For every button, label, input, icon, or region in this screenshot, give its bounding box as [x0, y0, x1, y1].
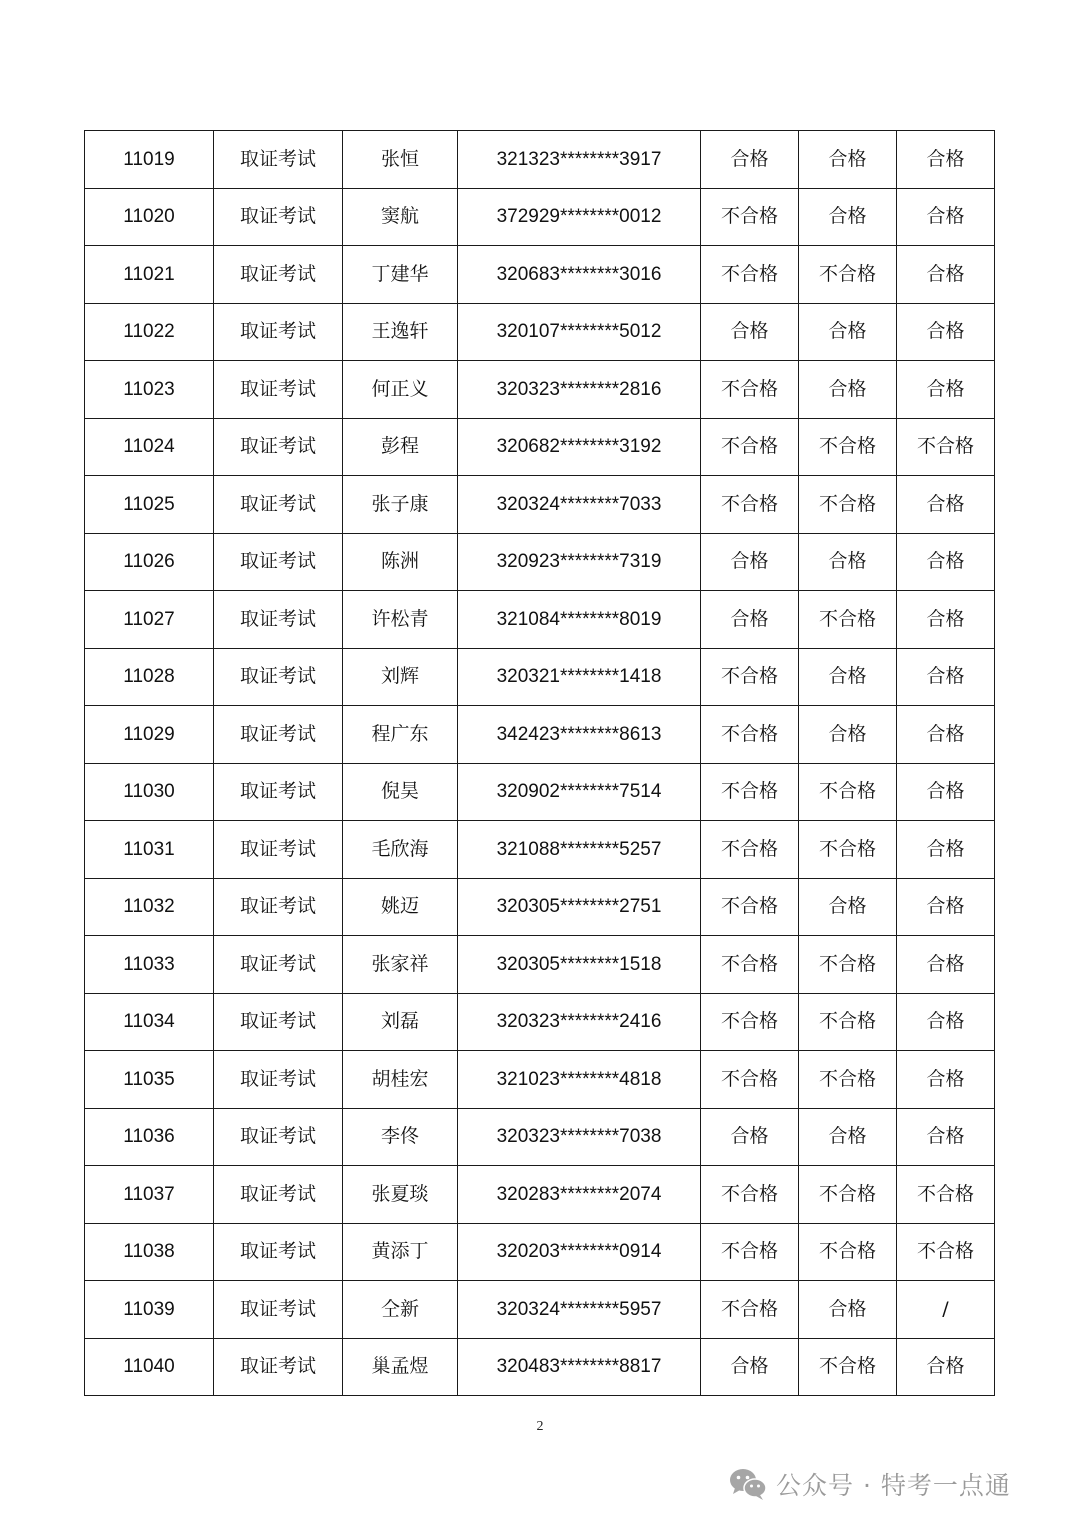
cell-result-3: 合格: [897, 763, 995, 821]
cell-result-2: 合格: [799, 361, 897, 419]
cell-id-number: 320483********8817: [458, 1338, 701, 1396]
cell-result-3: 不合格: [897, 1223, 995, 1281]
cell-result-1: 不合格: [701, 821, 799, 879]
cell-id-number: 321023********4818: [458, 1051, 701, 1109]
cell-candidate-name: 李佟: [343, 1108, 458, 1166]
cell-id-number: 321088********5257: [458, 821, 701, 879]
table-row: [85, 648, 995, 706]
results-table: [84, 130, 995, 1396]
cell-candidate-name: 胡桂宏: [343, 1051, 458, 1109]
cell-result-2: 合格: [799, 303, 897, 361]
table-row: [85, 1108, 995, 1166]
cell-id-number: 320305********2751: [458, 878, 701, 936]
cell-result-3: 合格: [897, 246, 995, 304]
cell-result-3: 合格: [897, 706, 995, 764]
cell-result-1: 不合格: [701, 1281, 799, 1339]
table-row: [85, 821, 995, 879]
cell-candidate-name: 黄添丁: [343, 1223, 458, 1281]
cell-result-1: 不合格: [701, 936, 799, 994]
cell-exam-type: 取证考试: [214, 706, 343, 764]
table-row: [85, 476, 995, 534]
cell-exam-number: 11022: [85, 303, 214, 361]
cell-id-number: 320902********7514: [458, 763, 701, 821]
table-row: [85, 591, 995, 649]
cell-result-2: 不合格: [799, 763, 897, 821]
cell-exam-type: 取证考试: [214, 476, 343, 534]
cell-candidate-name: 丁建华: [343, 246, 458, 304]
table-row: [85, 706, 995, 764]
cell-exam-type: 取证考试: [214, 936, 343, 994]
cell-exam-number: 11039: [85, 1281, 214, 1339]
cell-exam-type: 取证考试: [214, 648, 343, 706]
watermark-text: 公众号 · 特考一点通: [776, 1471, 1011, 1500]
cell-result-2: 合格: [799, 706, 897, 764]
cell-exam-number: 11029: [85, 706, 214, 764]
cell-result-2: 不合格: [799, 936, 897, 994]
cell-exam-type: 取证考试: [214, 131, 343, 189]
cell-result-3: 合格: [897, 1338, 995, 1396]
cell-exam-type: 取证考试: [214, 878, 343, 936]
cell-id-number: 320323********2416: [458, 993, 701, 1051]
cell-result-1: 不合格: [701, 188, 799, 246]
cell-result-1: 不合格: [701, 1166, 799, 1224]
cell-exam-type: 取证考试: [214, 1281, 343, 1339]
cell-result-1: 不合格: [701, 706, 799, 764]
cell-candidate-name: 彭程: [343, 418, 458, 476]
cell-exam-number: 11040: [85, 1338, 214, 1396]
cell-id-number: 320107********5012: [458, 303, 701, 361]
cell-result-3: 不合格: [897, 418, 995, 476]
cell-candidate-name: 陈洲: [343, 533, 458, 591]
cell-candidate-name: 何正义: [343, 361, 458, 419]
cell-result-3: /: [897, 1281, 995, 1339]
cell-exam-number: 11028: [85, 648, 214, 706]
cell-id-number: 320321********1418: [458, 648, 701, 706]
cell-exam-type: 取证考试: [214, 1108, 343, 1166]
cell-result-2: 不合格: [799, 993, 897, 1051]
table-row: [85, 1338, 995, 1396]
cell-candidate-name: 张子康: [343, 476, 458, 534]
cell-exam-type: 取证考试: [214, 1051, 343, 1109]
cell-id-number: 321323********3917: [458, 131, 701, 189]
cell-exam-number: 11025: [85, 476, 214, 534]
cell-result-1: 不合格: [701, 1051, 799, 1109]
cell-candidate-name: 刘磊: [343, 993, 458, 1051]
cell-candidate-name: 刘辉: [343, 648, 458, 706]
cell-candidate-name: 许松青: [343, 591, 458, 649]
cell-result-1: 合格: [701, 303, 799, 361]
table-row: [85, 188, 995, 246]
table-row: [85, 1051, 995, 1109]
page-number: 2: [536, 1419, 544, 1434]
cell-exam-number: 11020: [85, 188, 214, 246]
cell-result-3: 合格: [897, 188, 995, 246]
table-row: [85, 131, 995, 189]
cell-id-number: 320683********3016: [458, 246, 701, 304]
cell-candidate-name: 张家祥: [343, 936, 458, 994]
cell-id-number: 320323********7038: [458, 1108, 701, 1166]
cell-result-2: 不合格: [799, 821, 897, 879]
cell-result-3: 合格: [897, 591, 995, 649]
table-row: [85, 303, 995, 361]
cell-id-number: 320324********7033: [458, 476, 701, 534]
cell-id-number: 320324********5957: [458, 1281, 701, 1339]
cell-result-2: 合格: [799, 648, 897, 706]
cell-exam-number: 11033: [85, 936, 214, 994]
cell-result-1: 不合格: [701, 361, 799, 419]
cell-candidate-name: 窦航: [343, 188, 458, 246]
cell-result-1: 不合格: [701, 476, 799, 534]
cell-result-1: 不合格: [701, 418, 799, 476]
cell-exam-type: 取证考试: [214, 1338, 343, 1396]
watermark: [728, 1462, 1011, 1506]
cell-id-number: 342423********8613: [458, 706, 701, 764]
table-row: [85, 1166, 995, 1224]
cell-exam-number: 11036: [85, 1108, 214, 1166]
cell-exam-type: 取证考试: [214, 533, 343, 591]
table-row: [85, 533, 995, 591]
cell-result-1: 合格: [701, 1108, 799, 1166]
cell-result-2: 合格: [799, 1108, 897, 1166]
cell-id-number: 320305********1518: [458, 936, 701, 994]
cell-result-1: 合格: [701, 1338, 799, 1396]
cell-exam-type: 取证考试: [214, 188, 343, 246]
cell-result-2: 不合格: [799, 591, 897, 649]
cell-result-2: 不合格: [799, 1223, 897, 1281]
cell-exam-type: 取证考试: [214, 1166, 343, 1224]
cell-candidate-name: 张恒: [343, 131, 458, 189]
cell-id-number: 320323********2816: [458, 361, 701, 419]
cell-exam-type: 取证考试: [214, 591, 343, 649]
cell-result-1: 不合格: [701, 648, 799, 706]
cell-result-3: 合格: [897, 1051, 995, 1109]
cell-exam-type: 取证考试: [214, 1223, 343, 1281]
cell-result-3: 合格: [897, 821, 995, 879]
cell-candidate-name: 张夏琰: [343, 1166, 458, 1224]
cell-result-2: 合格: [799, 533, 897, 591]
cell-result-2: 不合格: [799, 1338, 897, 1396]
cell-exam-number: 11026: [85, 533, 214, 591]
cell-result-1: 不合格: [701, 878, 799, 936]
cell-result-3: 合格: [897, 361, 995, 419]
cell-candidate-name: 毛欣海: [343, 821, 458, 879]
cell-exam-number: 11019: [85, 131, 214, 189]
cell-candidate-name: 仝新: [343, 1281, 458, 1339]
cell-result-1: 不合格: [701, 1223, 799, 1281]
cell-id-number: 320682********3192: [458, 418, 701, 476]
table-body: [85, 131, 995, 1396]
cell-exam-number: 11023: [85, 361, 214, 419]
cell-exam-number: 11021: [85, 246, 214, 304]
cell-candidate-name: 巢孟煜: [343, 1338, 458, 1396]
cell-id-number: 320203********0914: [458, 1223, 701, 1281]
cell-exam-number: 11034: [85, 993, 214, 1051]
cell-exam-type: 取证考试: [214, 821, 343, 879]
table-row: [85, 993, 995, 1051]
cell-result-2: 合格: [799, 878, 897, 936]
cell-result-3: 合格: [897, 648, 995, 706]
cell-result-3: 合格: [897, 131, 995, 189]
cell-result-1: 不合格: [701, 763, 799, 821]
table-row: [85, 246, 995, 304]
cell-exam-number: 11038: [85, 1223, 214, 1281]
table-row: [85, 1223, 995, 1281]
table-row: [85, 763, 995, 821]
cell-exam-type: 取证考试: [214, 763, 343, 821]
cell-result-1: 合格: [701, 533, 799, 591]
cell-result-2: 不合格: [799, 246, 897, 304]
cell-result-2: 不合格: [799, 418, 897, 476]
cell-exam-number: 11030: [85, 763, 214, 821]
cell-exam-number: 11032: [85, 878, 214, 936]
cell-result-1: 合格: [701, 591, 799, 649]
cell-id-number: 372929********0012: [458, 188, 701, 246]
table-row: [85, 361, 995, 419]
table-row: [85, 936, 995, 994]
cell-result-1: 不合格: [701, 993, 799, 1051]
cell-result-2: 合格: [799, 1281, 897, 1339]
table-row: [85, 878, 995, 936]
cell-result-2: 不合格: [799, 476, 897, 534]
cell-id-number: 321084********8019: [458, 591, 701, 649]
cell-result-3: 合格: [897, 1108, 995, 1166]
cell-result-3: 合格: [897, 878, 995, 936]
cell-candidate-name: 姚迈: [343, 878, 458, 936]
cell-result-2: 合格: [799, 188, 897, 246]
cell-result-3: 合格: [897, 993, 995, 1051]
cell-id-number: 320923********7319: [458, 533, 701, 591]
cell-result-1: 合格: [701, 131, 799, 189]
table-row: [85, 1281, 995, 1339]
cell-exam-type: 取证考试: [214, 993, 343, 1051]
cell-result-3: 合格: [897, 533, 995, 591]
wechat-icon: [728, 1466, 768, 1502]
cell-exam-type: 取证考试: [214, 246, 343, 304]
cell-result-2: 不合格: [799, 1166, 897, 1224]
cell-exam-number: 11027: [85, 591, 214, 649]
cell-exam-type: 取证考试: [214, 418, 343, 476]
cell-exam-type: 取证考试: [214, 303, 343, 361]
cell-exam-number: 11031: [85, 821, 214, 879]
cell-exam-number: 11035: [85, 1051, 214, 1109]
cell-result-2: 合格: [799, 131, 897, 189]
cell-exam-number: 11037: [85, 1166, 214, 1224]
cell-result-3: 不合格: [897, 1166, 995, 1224]
cell-candidate-name: 倪昊: [343, 763, 458, 821]
cell-result-3: 合格: [897, 936, 995, 994]
cell-result-3: 合格: [897, 476, 995, 534]
cell-exam-type: 取证考试: [214, 361, 343, 419]
cell-id-number: 320283********2074: [458, 1166, 701, 1224]
cell-result-1: 不合格: [701, 246, 799, 304]
cell-result-3: 合格: [897, 303, 995, 361]
cell-exam-number: 11024: [85, 418, 214, 476]
table-row: [85, 418, 995, 476]
cell-result-2: 不合格: [799, 1051, 897, 1109]
cell-candidate-name: 王逸轩: [343, 303, 458, 361]
cell-candidate-name: 程广东: [343, 706, 458, 764]
